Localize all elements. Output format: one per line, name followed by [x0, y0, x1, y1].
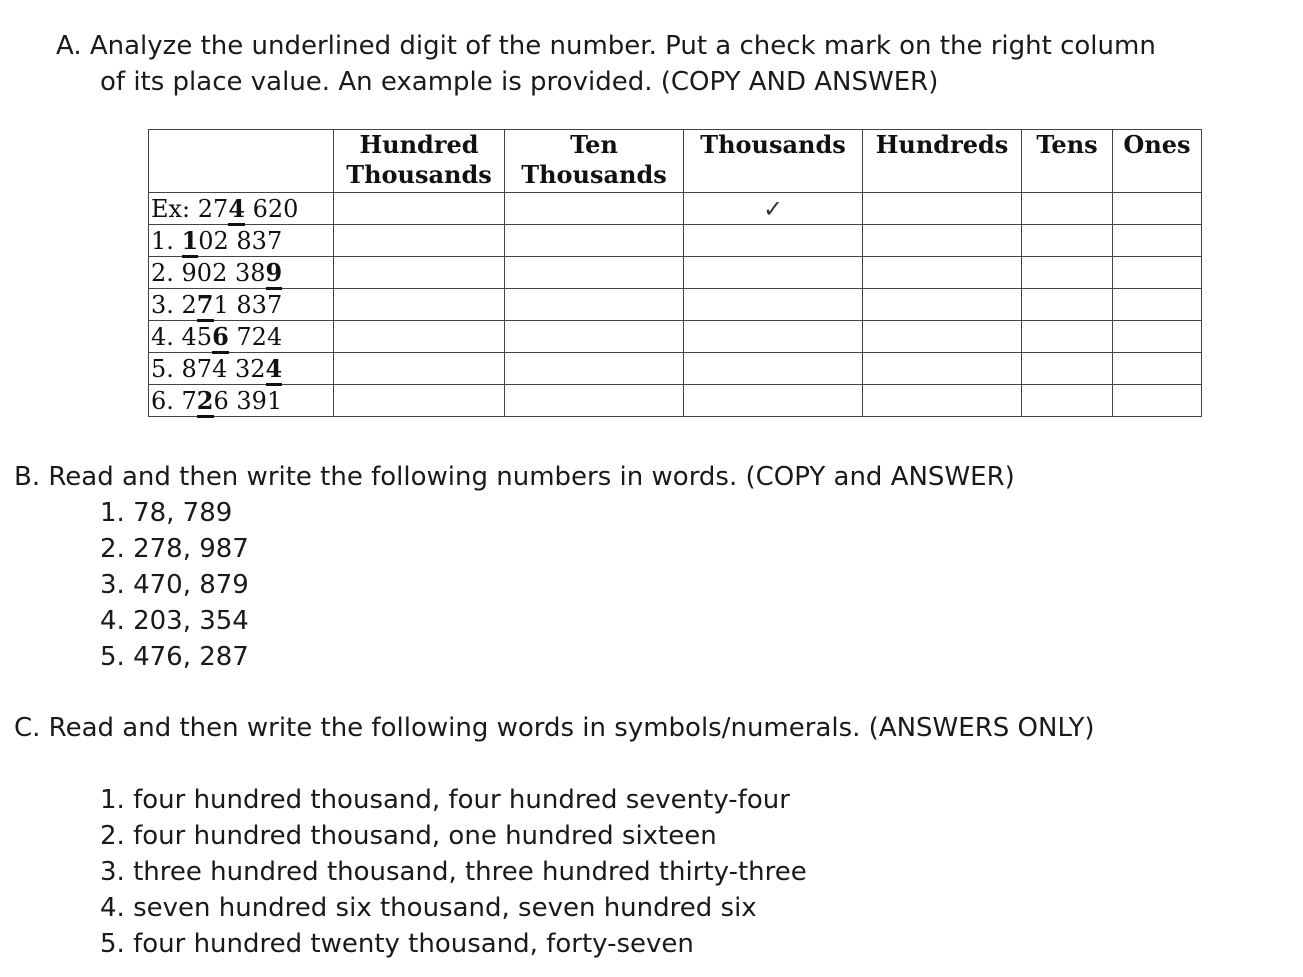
number-suffix: 6 391 [213, 386, 283, 415]
answer-cell[interactable] [505, 321, 684, 353]
answer-cell[interactable] [334, 225, 505, 257]
answer-cell[interactable] [863, 257, 1022, 289]
section-a-instruction-line-2: of its place value. An example is provided. (COPY AND ANSWER) [100, 67, 939, 97]
header-line: Ten [570, 130, 618, 159]
number-prefix: 6. 7 [151, 386, 197, 415]
number-suffix: 1 837 [213, 290, 283, 319]
answer-cell[interactable] [334, 321, 505, 353]
answer-cell[interactable] [1022, 385, 1113, 417]
answer-cell[interactable] [684, 225, 863, 257]
answer-cell[interactable] [1022, 321, 1113, 353]
answer-cell[interactable] [334, 353, 505, 385]
list-item: 1. 78, 789 [100, 498, 233, 528]
answer-cell[interactable] [1113, 257, 1202, 289]
header-line: Thousands [521, 160, 667, 189]
row-number-label [149, 353, 334, 385]
list-item: 4. 203, 354 [100, 606, 249, 636]
table-row [149, 321, 1202, 353]
header-hundred-thousands [334, 130, 505, 193]
answer-cell[interactable] [1113, 321, 1202, 353]
table-row [149, 289, 1202, 321]
answer-cell[interactable] [1022, 289, 1113, 321]
table-row [149, 193, 1202, 225]
answer-cell[interactable] [334, 289, 505, 321]
answer-cell[interactable] [505, 257, 684, 289]
answer-cell[interactable] [1113, 193, 1202, 225]
answer-cell[interactable] [334, 257, 505, 289]
header-line: Ones [1123, 130, 1191, 159]
row-number-label [149, 385, 334, 417]
answer-cell[interactable] [863, 225, 1022, 257]
answer-cell[interactable] [1022, 193, 1113, 225]
table-row [149, 353, 1202, 385]
list-item: 4. seven hundred six thousand, seven hundred six [100, 893, 757, 923]
header-thousands [684, 130, 863, 193]
answer-cell[interactable] [684, 385, 863, 417]
underlined-digit: 2 [197, 386, 214, 418]
answer-cell[interactable] [1113, 225, 1202, 257]
underlined-digit: 4 [266, 354, 283, 386]
header-line: Hundred [359, 130, 479, 159]
list-item: 5. 476, 287 [100, 642, 249, 672]
answer-cell[interactable] [334, 385, 505, 417]
header-line: Thousands [700, 130, 846, 159]
number-suffix: 02 837 [198, 226, 283, 255]
answer-cell[interactable] [334, 193, 505, 225]
answer-cell[interactable] [863, 321, 1022, 353]
answer-cell[interactable] [1113, 289, 1202, 321]
answer-cell[interactable] [684, 353, 863, 385]
section-c-title: C. Read and then write the following words in symbols/numerals. (ANSWERS ONLY) [14, 713, 1095, 743]
table-row [149, 385, 1202, 417]
number-prefix: 4. 45 [151, 322, 213, 351]
answer-cell[interactable] [505, 289, 684, 321]
number-prefix: 3. 2 [151, 290, 197, 319]
section-b-title: B. Read and then write the following numbers in words. (COPY and ANSWER) [14, 462, 1015, 492]
header-ones [1113, 130, 1202, 193]
underlined-digit: 1 [182, 226, 199, 258]
list-item: 3. three hundred thousand, three hundred thirty-three [100, 857, 807, 887]
blank-header-cell [149, 130, 334, 193]
section-a-instruction-line-1: A. Analyze the underlined digit of the number. Put a check mark on the right column [56, 31, 1156, 61]
answer-cell[interactable] [863, 353, 1022, 385]
answer-cell[interactable] [505, 225, 684, 257]
number-suffix: 724 [228, 322, 283, 351]
list-item: 2. 278, 987 [100, 534, 249, 564]
header-line: Hundreds [875, 130, 1009, 159]
row-number-label [149, 321, 334, 353]
list-item: 1. four hundred thousand, four hundred seventy-four [100, 785, 790, 815]
header-ten-thousands [505, 130, 684, 193]
answer-cell[interactable] [684, 321, 863, 353]
answer-cell[interactable] [1022, 225, 1113, 257]
underlined-digit: 7 [197, 290, 214, 322]
check-mark-icon: ✓ [762, 194, 784, 223]
answer-cell[interactable] [1113, 385, 1202, 417]
answer-cell[interactable] [1113, 353, 1202, 385]
underlined-digit: 9 [266, 258, 283, 290]
list-item: 5. four hundred twenty thousand, forty-seven [100, 929, 694, 959]
row-number-label [149, 193, 334, 225]
header-line: Thousands [346, 160, 492, 189]
place-value-table [148, 129, 1202, 417]
row-number-label [149, 225, 334, 257]
table-header-row [149, 130, 1202, 193]
header-line: Tens [1036, 130, 1098, 159]
answer-cell[interactable] [505, 193, 684, 225]
table-row [149, 257, 1202, 289]
number-prefix: 2. 902 38 [151, 258, 266, 287]
answer-cell[interactable] [684, 289, 863, 321]
number-prefix: 5. 874 32 [151, 354, 266, 383]
row-number-label [149, 289, 334, 321]
section-b-list [100, 495, 249, 675]
number-suffix: 620 [245, 194, 299, 223]
section-c-list [100, 782, 807, 962]
answer-cell[interactable] [1022, 257, 1113, 289]
header-hundreds [863, 130, 1022, 193]
answer-cell[interactable] [1022, 353, 1113, 385]
answer-cell[interactable] [505, 353, 684, 385]
list-item: 2. four hundred thousand, one hundred sixteen [100, 821, 717, 851]
row-number-label [149, 257, 334, 289]
answer-cell[interactable] [505, 385, 684, 417]
underlined-digit: 4 [228, 194, 245, 226]
underlined-digit: 6 [212, 322, 229, 354]
answer-cell[interactable] [684, 193, 863, 225]
number-prefix: 1. [151, 226, 182, 255]
answer-cell[interactable] [684, 257, 863, 289]
number-prefix: Ex: 27 [151, 194, 229, 223]
answer-cell[interactable] [863, 385, 1022, 417]
answer-cell[interactable] [863, 193, 1022, 225]
answer-cell[interactable] [863, 289, 1022, 321]
list-item: 3. 470, 879 [100, 570, 249, 600]
header-tens [1022, 130, 1113, 193]
table-row [149, 225, 1202, 257]
